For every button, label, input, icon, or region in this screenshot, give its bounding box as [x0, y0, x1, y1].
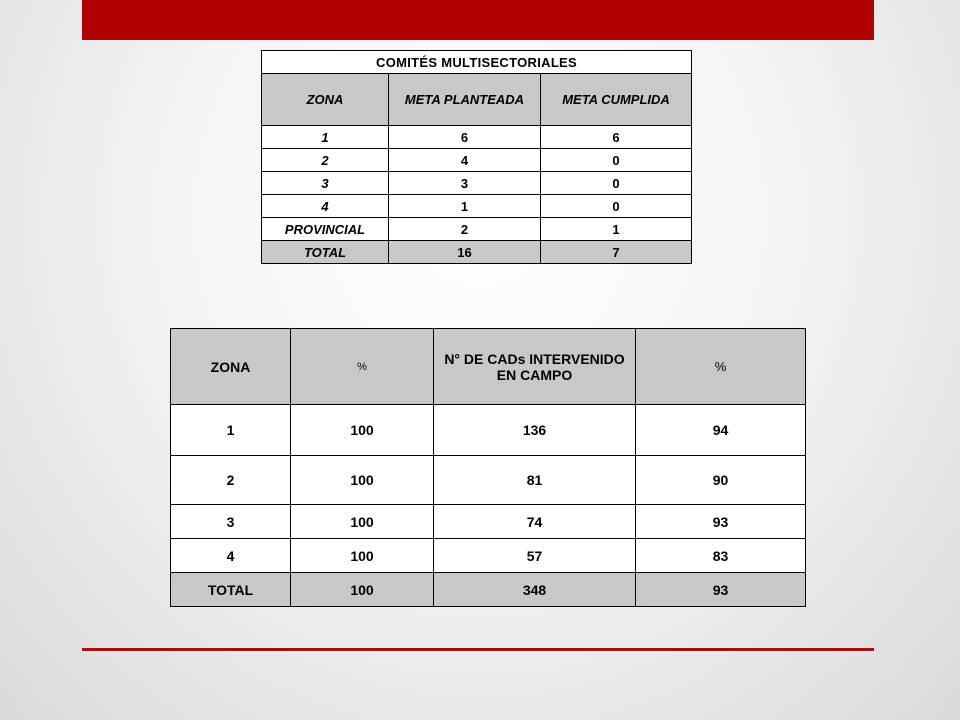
cell-zona: 1	[262, 126, 389, 149]
cell-percent: 90	[636, 456, 806, 505]
header-percent: %	[636, 329, 806, 405]
comites-table-title: COMITÉS MULTISECTORIALES	[262, 51, 692, 74]
cell-meta-cumplida: 0	[541, 195, 692, 218]
cell-cads: 136	[434, 405, 636, 456]
header-cads-intervenido: N° DE CADs INTERVENIDO EN CAMPO	[434, 329, 636, 405]
cell-total-label: TOTAL	[171, 573, 291, 607]
total-row	[171, 573, 806, 607]
cell-cads: 74	[434, 505, 636, 539]
cell-meta-planteada: 2	[389, 218, 541, 241]
cell-total-percent: 100	[291, 573, 434, 607]
cell-meta-planteada: 6	[389, 126, 541, 149]
cell-percent: 94	[636, 405, 806, 456]
cell-meta-cumplida: 1	[541, 218, 692, 241]
cell-percent: 100	[291, 505, 434, 539]
header-percent: %	[291, 329, 434, 405]
table-row	[262, 126, 692, 149]
cell-zona: 2	[171, 456, 291, 505]
cell-total-cumplida: 7	[541, 241, 692, 264]
table-row	[262, 195, 692, 218]
header-meta-planteada: META PLANTEADA	[389, 74, 541, 126]
table-row	[171, 456, 806, 505]
cell-zona: 2	[262, 149, 389, 172]
cell-meta-planteada: 1	[389, 195, 541, 218]
cads-table	[170, 328, 806, 607]
table-row	[171, 505, 806, 539]
cell-zona: 3	[262, 172, 389, 195]
header-zona: ZONA	[171, 329, 291, 405]
total-row	[262, 241, 692, 264]
top-accent-bar	[82, 0, 874, 40]
cell-zona: 4	[262, 195, 389, 218]
table-row	[171, 405, 806, 456]
cell-total-label: TOTAL	[262, 241, 389, 264]
header-zona: ZONA	[262, 74, 389, 126]
cell-meta-cumplida: 0	[541, 172, 692, 195]
cell-percent: 100	[291, 539, 434, 573]
cell-total-planteada: 16	[389, 241, 541, 264]
cell-meta-planteada: 4	[389, 149, 541, 172]
table-row	[262, 149, 692, 172]
cell-zona: 1	[171, 405, 291, 456]
cell-cads: 81	[434, 456, 636, 505]
cell-total-cads: 348	[434, 573, 636, 607]
table-row	[171, 539, 806, 573]
cell-total-percent: 93	[636, 573, 806, 607]
cell-meta-cumplida: 6	[541, 126, 692, 149]
cell-percent: 83	[636, 539, 806, 573]
table-row	[262, 172, 692, 195]
cads-header-row	[171, 329, 806, 405]
cell-zona: 3	[171, 505, 291, 539]
comites-table	[261, 50, 692, 264]
cell-zona: PROVINCIAL	[262, 218, 389, 241]
cell-cads: 57	[434, 539, 636, 573]
comites-header-row	[262, 74, 692, 126]
cell-meta-cumplida: 0	[541, 149, 692, 172]
bottom-accent-line	[82, 648, 874, 651]
cell-percent: 93	[636, 505, 806, 539]
table-row	[262, 218, 692, 241]
cell-zona: 4	[171, 539, 291, 573]
cell-percent: 100	[291, 456, 434, 505]
header-meta-cumplida: META CUMPLIDA	[541, 74, 692, 126]
cell-meta-planteada: 3	[389, 172, 541, 195]
cell-percent: 100	[291, 405, 434, 456]
